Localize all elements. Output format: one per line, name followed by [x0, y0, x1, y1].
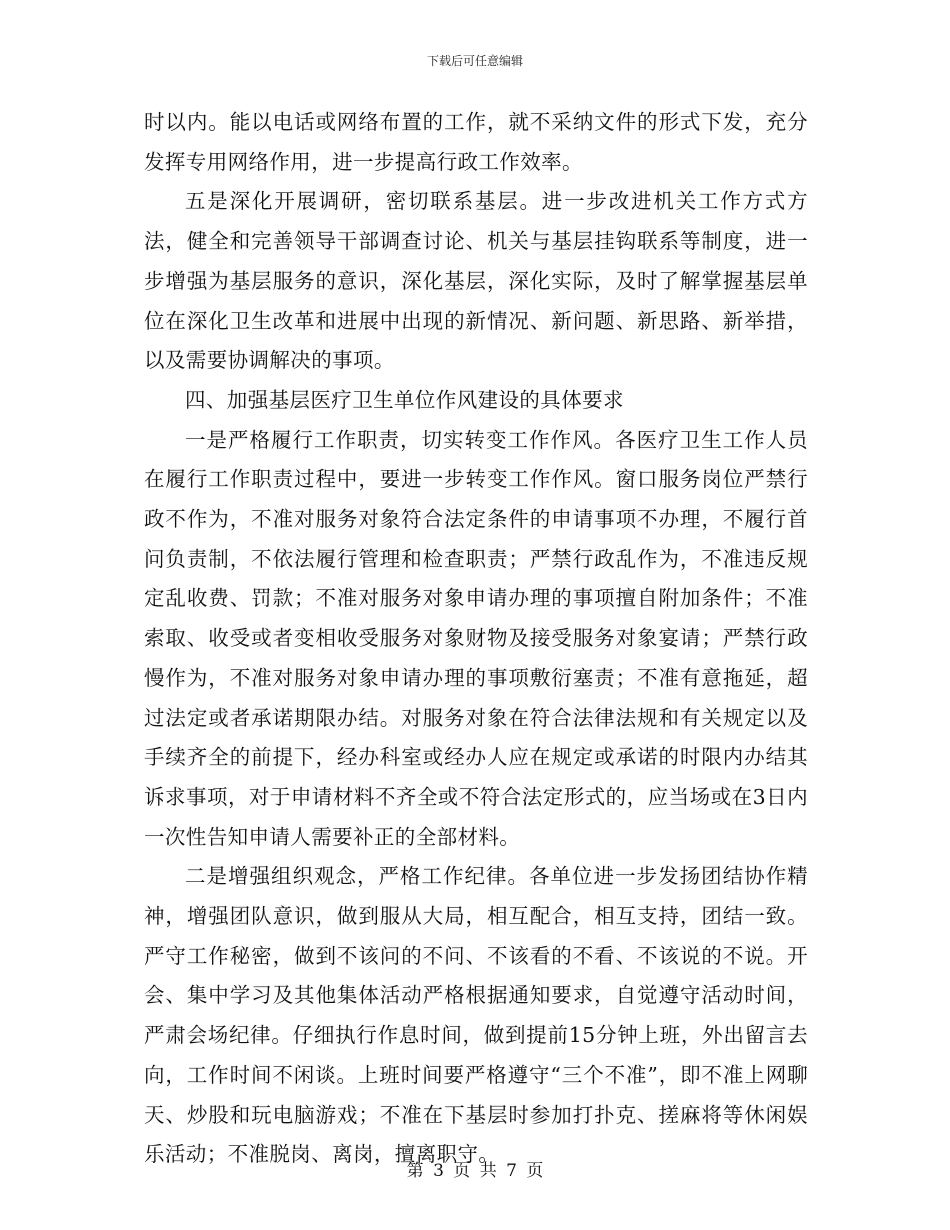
paragraph-item-two: 二是增强组织观念，严格工作纪律。各单位进一步发扬团结协作精神，增强团队意识，做到服从大局，相互配合，相互支持，团结一致。严守工作秘密，做到不该问的不问、不该看的不看、不该说的不说。开会、集中学习及其他集体活动严格根据通知要求，自觉遵守活动时间，严肃会场纪律。仔细执行作息时间，做到提前15分钟上班，外出留言去向，工作时间不闲谈。上班时间要严格遵守“三个不准”，即不准上网聊天、炒股和玩电脑游戏；不准在下基层时参加打扑克、搓麻将等休闲娱乐活动；不准脱岗、离岗，擅离职守。 — [144, 864, 808, 1167]
section-heading-four: 四、加强基层医疗卫生单位作风建设的具体要求 — [185, 387, 624, 412]
page-number-footer: 第 3 页 共 7 页 — [406, 1161, 544, 1181]
paragraph-item-five: 五是深化开展调研，密切联系基层。进一步改进机关工作方式方法，健全和完善领导干部调查讨论、机关与基层挂钩联系等制度，进一步增强为基层服务的意识，深化基层，深化实际，及时了解掌握基层单位在深化卫生改革和进展中出现的新情况、新问题、新思路、新举措，以及需要协调解决的事项。 — [144, 189, 808, 373]
page-header: 下载后可任意编辑 — [426, 54, 523, 68]
document-body — [144, 103, 808, 1175]
paragraph-item-one: 一是严格履行工作职责，切实转变工作作风。各医疗卫生工作人员在履行工作职责过程中，要进一步转变工作作风。窗口服务岗位严禁行政不作为，不准对服务对象符合法定条件的申请事项不办理，不履行首问负责制，不依法履行管理和检查职责；严禁行政乱作为，不准违反规定乱收费、罚款；不准对服务对象申请办理的事项擅自附加条件；不准索取、收受或者变相收受服务对象财物及接受服务对象宴请；严禁行政慢作为，不准对服务对象申请办理的事项敷衍塞责；不准有意拖延，超过法定或者承诺期限办结。对服务对象在符合法律法规和有关规定以及手续齐全的前提下，经办科室或经办人应在规定或承诺的时限内办结其诉求事项，对于申请材料不齐全或不符合法定形式的，应当场或在3日内一次性告知申请人需要补正的全部材料。 — [144, 427, 808, 849]
paragraph-continuation: 时以内。能以电话或网络布置的工作，就不采纳文件的形式下发，充分发挥专用网络作用，进一步提高行政工作效率。 — [144, 110, 808, 174]
